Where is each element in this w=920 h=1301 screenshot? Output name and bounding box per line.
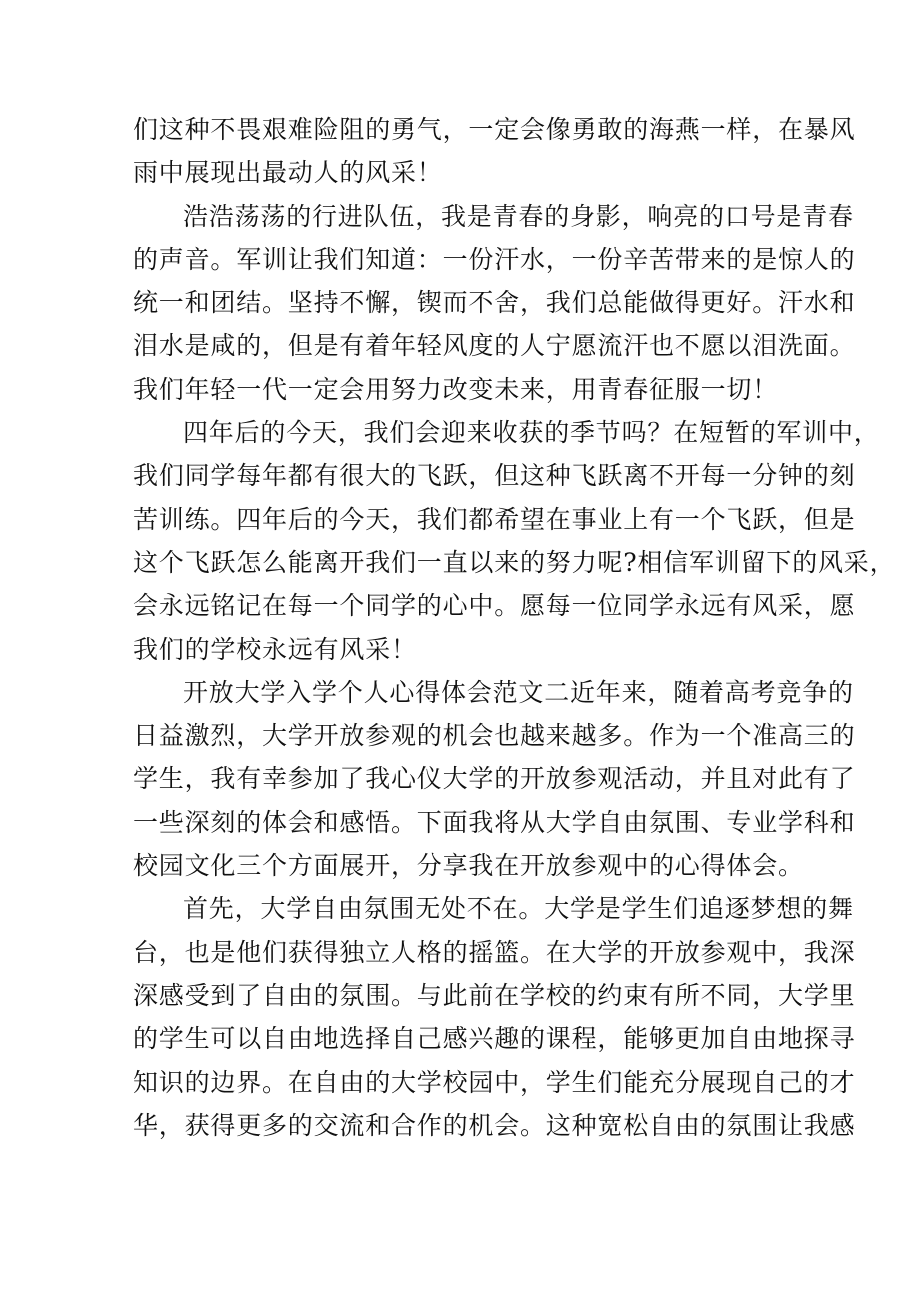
text-line-5: 统一和团结。坚持不懈，锲而不舍，我们总能做得更好。汗水和 — [133, 288, 856, 318]
text-line-14: 开放大学入学个人心得体会范文二近年来，随着高考竞争的 — [183, 677, 854, 707]
text-line-6: 泪水是咸的，但是有着年轻风度的人宁愿流汗也不愿以泪洗面。 — [133, 331, 856, 361]
text-line-7: 我们年轻一代一定会用努力改变未来，用青春征服一切！ — [133, 374, 779, 404]
text-line-17: 一些深刻的体会和感悟。下面我将从大学自由氛围、专业学科和 — [133, 807, 856, 837]
text-line-11: 这个飞跃怎么能离开我们一直以来的努力呢?相信军训留下的风采， — [133, 547, 896, 577]
text-line-4: 的声音。军训让我们知道：一份汗水，一份辛苦带来的是惊人的 — [133, 244, 856, 274]
text-line-20: 台，也是他们获得独立人格的摇篮。在大学的开放参观中，我深 — [133, 937, 856, 967]
text-line-12: 会永远铭记在每一个同学的心中。愿每一位同学永远有风采，愿 — [133, 591, 856, 621]
text-line-10: 苦训练。四年后的今天，我们都希望在事业上有一个飞跃，但是 — [133, 504, 856, 534]
text-line-2: 雨中展现出最动人的风采！ — [133, 158, 443, 188]
text-line-19: 首先，大学自由氛围无处不在。大学是学生们追逐梦想的舞 — [183, 894, 854, 924]
text-line-16: 学生，我有幸参加了我心仪大学的开放参观活动，并且对此有了 — [133, 764, 856, 794]
text-line-24: 华，获得更多的交流和合作的机会。这种宽松自由的氛围让我感 — [133, 1110, 856, 1140]
text-line-3: 浩浩荡荡的行进队伍，我是青春的身影，响亮的口号是青春 — [183, 201, 854, 231]
body-text — [133, 108, 896, 1147]
text-line-18: 校园文化三个方面展开，分享我在开放参观中的心得体会。 — [133, 851, 804, 881]
text-line-15: 日益激烈，大学开放参观的机会也越来越多。作为一个准高三的 — [133, 721, 856, 751]
text-line-13: 我们的学校永远有风采！ — [133, 634, 417, 664]
text-line-21: 深感受到了自由的氛围。与此前在学校的约束有所不同，大学里 — [133, 980, 856, 1010]
text-line-22: 的学生可以自由地选择自己感兴趣的课程，能够更加自由地探寻 — [133, 1024, 856, 1054]
text-line-8: 四年后的今天，我们会迎来收获的季节吗？在短暂的军训中， — [183, 418, 880, 448]
text-line-1: 们这种不畏艰难险阻的勇气，一定会像勇敢的海燕一样，在暴风 — [133, 115, 856, 144]
text-line-23: 知识的边界。在自由的大学校园中，学生们能充分展现自己的才 — [133, 1067, 856, 1097]
text-line-9: 我们同学每年都有很大的飞跃，但这种飞跃离不开每一分钟的刻 — [133, 461, 856, 491]
